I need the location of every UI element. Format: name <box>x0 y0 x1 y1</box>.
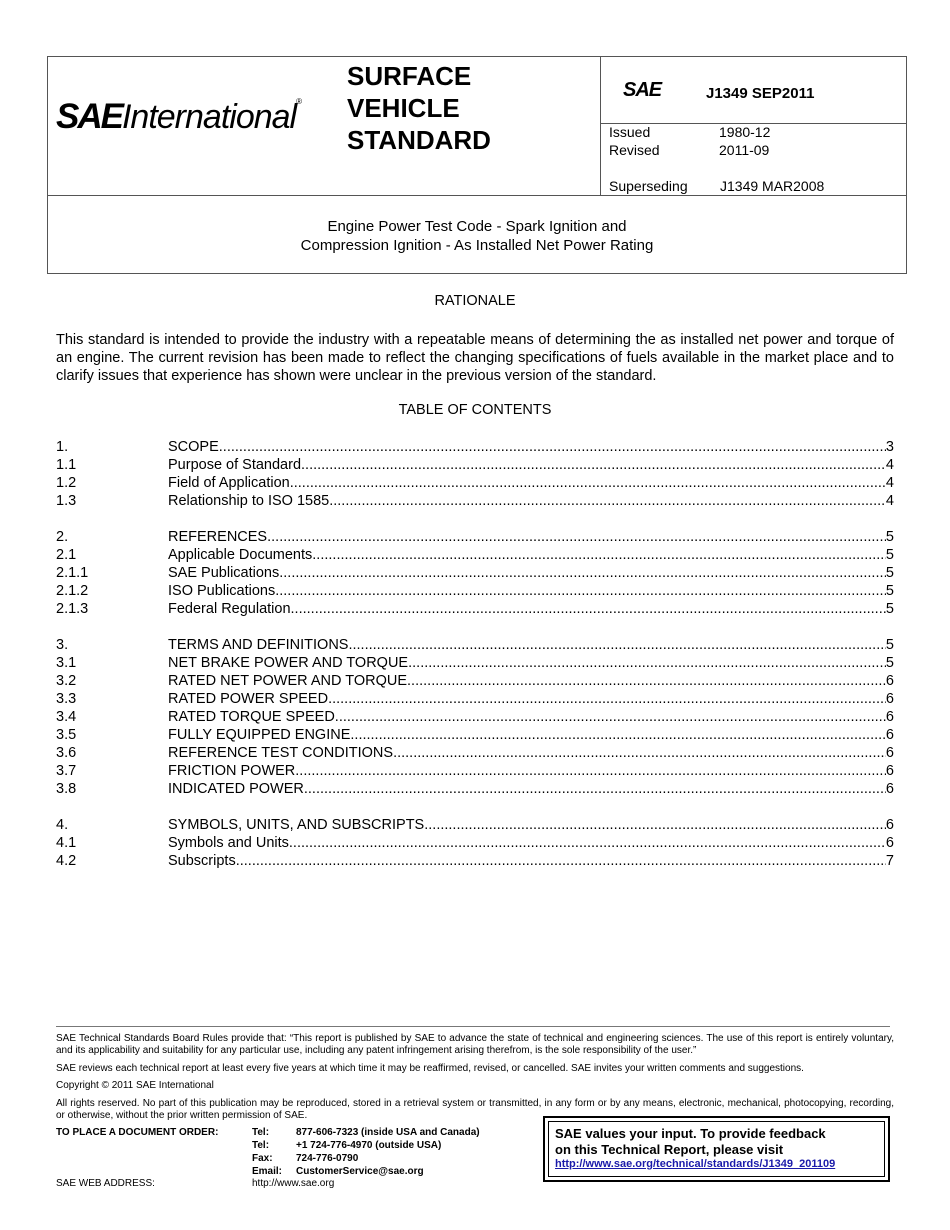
web-address-link[interactable]: http://www.sae.org <box>252 1178 335 1189</box>
toc-entry-number: 3.6 <box>56 745 77 761</box>
toc-entry[interactable] <box>56 816 894 834</box>
contact-tag: Tel: <box>252 1140 270 1151</box>
toc-leader-dots <box>295 762 886 780</box>
toc-leader-dots <box>393 744 886 762</box>
toc-entry-number: 3.4 <box>56 709 77 725</box>
revised-label: Revised <box>609 142 660 158</box>
toc-entry-title: ISO Publications <box>168 583 276 599</box>
web-label: SAE WEB ADDRESS: <box>56 1178 155 1189</box>
superseding-value: J1349 MAR2008 <box>720 178 825 194</box>
toc-entry-number: 2.1.2 <box>56 583 89 599</box>
toc-entry-number: 1.3 <box>56 493 77 509</box>
toc-entry-number: 3.1 <box>56 655 77 671</box>
toc-leader-dots <box>424 816 886 834</box>
toc-entry-title: SYMBOLS, UNITS, AND SUBSCRIPTS <box>168 817 425 833</box>
toc-entry-title: Subscripts <box>168 853 236 869</box>
toc-leader-dots <box>289 834 886 852</box>
toc-entry-number: 3. <box>56 637 69 653</box>
toc-entry-title: RATED POWER SPEED <box>168 691 329 707</box>
toc-entry-number: 3.7 <box>56 763 77 779</box>
toc-leader-dots <box>304 780 886 798</box>
toc-leader-dots <box>290 474 886 492</box>
toc-entry-title: Purpose of Standard <box>168 457 302 473</box>
toc-leader-dots <box>279 564 886 582</box>
toc-entry-number: 2.1 <box>56 547 77 563</box>
toc-entry-page: 6 <box>885 709 894 725</box>
toc-entry-title: TERMS AND DEFINITIONS <box>168 637 349 653</box>
toc-entry[interactable] <box>56 834 894 852</box>
issued-value: 1980-12 <box>719 124 771 140</box>
toc-entry-page: 5 <box>885 655 894 671</box>
toc-entry[interactable] <box>56 564 894 582</box>
toc-leader-dots <box>329 492 886 510</box>
toc-leader-dots <box>408 654 886 672</box>
toc-leader-dots <box>275 582 886 600</box>
footer-rights: All rights reserved. No part of this publication may be reproduced, stored in a retrieval system or transmitted, in any form or by any means, electronic, mechanical, photocopying, recording, or otherwise, without the prior written permission of SAE. <box>56 1098 894 1121</box>
rationale-text: This standard is intended to provide the industry with a repeatable means of determining the as installed net power and torque of an engine. The current revision has been made to reflect the changing specifications of fuels available in the market place and to clarify issues that experience has shown were unclear in the previous version of the standard. <box>56 332 894 384</box>
revised-value: 2011-09 <box>719 142 770 158</box>
toc-entry[interactable] <box>56 708 894 726</box>
toc-leader-dots <box>348 636 885 654</box>
contact-tag: Tel: <box>252 1127 270 1138</box>
toc-entry[interactable] <box>56 474 894 492</box>
toc-entry-page: 4 <box>885 475 894 491</box>
toc-entry-number: 3.2 <box>56 673 77 689</box>
toc-leader-dots <box>335 708 886 726</box>
toc-entry-page: 5 <box>885 565 894 581</box>
order-label: TO PLACE A DOCUMENT ORDER: <box>56 1127 219 1138</box>
toc-entry-title: RATED TORQUE SPEED <box>168 709 335 725</box>
toc-entry[interactable] <box>56 780 894 798</box>
toc-entry-number: 4.2 <box>56 853 77 869</box>
toc-leader-dots <box>328 690 886 708</box>
feedback-link[interactable]: http://www.sae.org/technical/standards/J1349_201109 <box>555 1158 836 1170</box>
toc-entry[interactable] <box>56 438 894 456</box>
contact-value: +1 724-776-4970 (outside USA) <box>296 1140 442 1151</box>
toc-entry-number: 1. <box>56 439 69 455</box>
toc-entry-page: 4 <box>885 493 894 509</box>
toc-entry[interactable] <box>56 528 894 546</box>
toc-entry-page: 6 <box>885 727 894 743</box>
toc-leader-dots <box>236 852 886 870</box>
toc-entry-page: 6 <box>885 673 894 689</box>
standard-type: SURFACE VEHICLE STANDARD <box>347 61 491 155</box>
toc-entry-number: 3.3 <box>56 691 77 707</box>
toc-leader-dots <box>407 672 886 690</box>
feedback-line-1: SAE values your input. To provide feedback <box>555 1126 826 1141</box>
toc-entry[interactable] <box>56 744 894 762</box>
toc-entry-number: 3.8 <box>56 781 77 797</box>
toc-entry-page: 5 <box>885 601 894 617</box>
toc-entry[interactable] <box>56 492 894 510</box>
document-number: J1349 SEP2011 <box>706 85 815 102</box>
email-link[interactable]: CustomerService@sae.org <box>296 1166 424 1177</box>
toc-entry-title: INDICATED POWER <box>168 781 304 797</box>
toc-entry-title: SCOPE <box>168 439 219 455</box>
header-divider <box>48 195 906 196</box>
superseding-label: Superseding <box>609 178 688 194</box>
toc-leader-dots <box>219 438 886 456</box>
contact-value: 724-776-0790 <box>296 1153 359 1164</box>
toc-entry[interactable] <box>56 852 894 870</box>
toc-entry-page: 6 <box>885 691 894 707</box>
toc-entry[interactable] <box>56 636 894 654</box>
toc-entry-number: 1.2 <box>56 475 77 491</box>
contact-tag: Email: <box>252 1166 283 1177</box>
issued-label: Issued <box>609 124 651 140</box>
footer-review: SAE reviews each technical report at least every five years at which time it may be reaffirmed, revised, or cancelled. SAE invites your written comments and suggestions. <box>56 1063 804 1074</box>
toc-entry-page: 5 <box>885 529 894 545</box>
toc-entry[interactable] <box>56 600 894 618</box>
toc-entry[interactable] <box>56 546 894 564</box>
toc-entry[interactable] <box>56 726 894 744</box>
toc-entry[interactable] <box>56 582 894 600</box>
toc-entry-page: 6 <box>885 763 894 779</box>
toc-leader-dots <box>301 456 886 474</box>
toc-heading: TABLE OF CONTENTS <box>398 402 552 418</box>
toc-entry-number: 4.1 <box>56 835 77 851</box>
contact-value: 877-606-7323 (inside USA and Canada) <box>296 1127 480 1138</box>
toc-entry-number: 2.1.3 <box>56 601 89 617</box>
toc-entry-number: 2. <box>56 529 69 545</box>
toc-entry-title: SAE Publications <box>168 565 280 581</box>
toc-entry[interactable] <box>56 654 894 672</box>
rationale-heading: RATIONALE <box>434 293 516 309</box>
toc-entry-title: REFERENCES <box>168 529 268 545</box>
footer-rules: SAE Technical Standards Board Rules provide that: “This report is published by SAE to advance the state of technical and engineering sciences. The use of this report is entirely voluntary, and its applicability and suitability for any particular use, including any patent infringement arising therefrom, is the sole responsibility of the user.” <box>56 1033 894 1056</box>
contact-tag: Fax: <box>252 1153 273 1164</box>
toc-entry-title: Federal Regulation <box>168 601 291 617</box>
header-box <box>47 56 907 274</box>
toc-entry-number: 3.5 <box>56 727 77 743</box>
toc-entry-page: 3 <box>885 439 894 455</box>
toc-entry[interactable] <box>56 456 894 474</box>
toc-leader-dots <box>312 546 886 564</box>
toc-entry-page: 5 <box>885 547 894 563</box>
sae-mini-logo: SAE <box>623 79 662 101</box>
toc-entry-title: Relationship to ISO 1585 <box>168 493 330 509</box>
toc-entry-page: 6 <box>885 781 894 797</box>
toc-entry-page: 7 <box>885 853 894 869</box>
toc-entry-page: 5 <box>885 637 894 653</box>
toc-entry-title: FRICTION POWER <box>168 763 296 779</box>
toc-entry-number: 1.1 <box>56 457 77 473</box>
toc-entry-page: 5 <box>885 583 894 599</box>
footer-copyright: Copyright © 2011 SAE International <box>56 1080 214 1091</box>
toc-entry-title: RATED NET POWER AND TORQUE <box>168 673 408 689</box>
toc-entry-title: Field of Application <box>168 475 290 491</box>
toc-entry-title: NET BRAKE POWER AND TORQUE <box>168 655 409 671</box>
feedback-line-2: on this Technical Report, please visit <box>555 1142 784 1157</box>
toc-entry-page: 6 <box>885 817 894 833</box>
toc-entry-page: 6 <box>885 745 894 761</box>
footer-divider <box>56 1026 890 1027</box>
toc-entry-title: FULLY EQUIPPED ENGINE <box>168 727 351 743</box>
toc-entry-page: 6 <box>885 835 894 851</box>
sae-international-logo: SAEInternational® <box>56 97 303 136</box>
toc-entry-title: REFERENCE TEST CONDITIONS <box>168 745 394 761</box>
feedback-box <box>543 1116 890 1182</box>
toc-entry-title: Applicable Documents <box>168 547 313 563</box>
toc-entry[interactable] <box>56 762 894 780</box>
toc-entry-number: 4. <box>56 817 69 833</box>
toc-entry-number: 2.1.1 <box>56 565 89 581</box>
toc-entry[interactable] <box>56 672 894 690</box>
toc-entry-title: Symbols and Units <box>168 835 289 851</box>
toc-entry[interactable] <box>56 690 894 708</box>
toc-leader-dots <box>291 600 886 618</box>
document-title: Engine Power Test Code - Spark Ignition and Compression Ignition - As Installed Net Power Rating <box>300 218 654 254</box>
toc-entry-page: 4 <box>885 457 894 473</box>
toc-leader-dots <box>350 726 886 744</box>
header-vertical-divider <box>600 57 601 195</box>
toc-leader-dots <box>267 528 886 546</box>
